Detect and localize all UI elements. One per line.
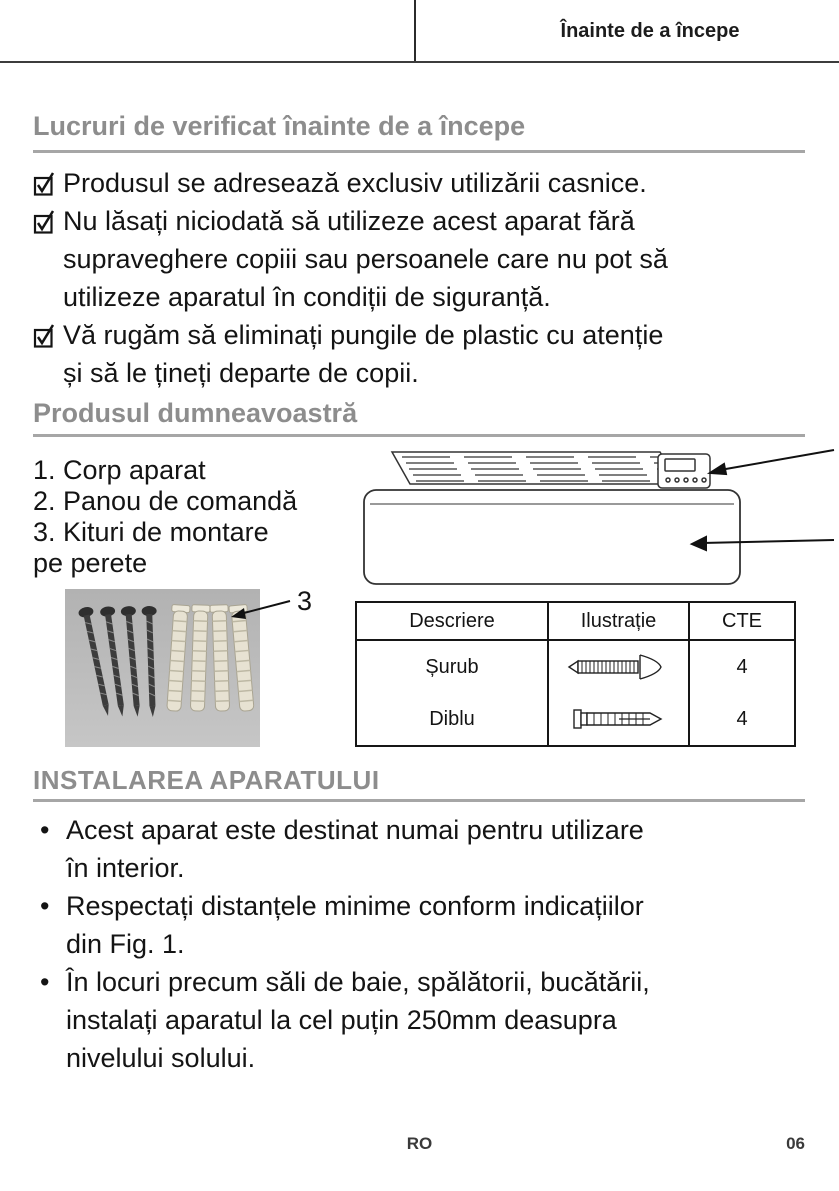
section-title-checklist: Lucruri de verificat înainte de a începe [33,111,526,141]
check-item-text [63,164,647,202]
checkbox-checked-icon [33,164,63,197]
bullet-icon: • [40,967,50,997]
table-col-description [357,641,547,745]
table-cell-qty: 4 [736,655,748,678]
check-item-text [63,316,663,392]
section-rule [33,434,805,437]
text-line: supraveghere copiii sau persoanele care nu pot să [63,244,668,274]
bullet-item [40,887,800,963]
installation-bullets [40,811,800,1077]
text-line: utilizeze aparatul în condiții de siguranță. [63,282,551,312]
part-item: 2. Panou de comandă [33,486,298,516]
table-col-illustration [547,641,688,745]
bullet-item [40,811,800,887]
checkbox-checked-icon [33,202,63,235]
footer-language: RO [406,1134,433,1153]
part-item: pe perete [33,548,148,578]
checkbox-checked-icon [33,316,63,349]
text-line: în interior. [66,853,185,883]
checklist [33,164,809,392]
table-header-row [357,603,794,641]
section-rule [33,799,805,802]
bullet-text [66,963,650,1077]
mounting-kit-table [355,601,796,747]
text-line: din Fig. 1. [66,929,185,959]
check-item [33,316,809,392]
control-panel-icon [658,454,710,488]
header-divider [414,0,416,62]
bullet-icon: • [40,891,50,921]
table-header-qty: CTE [688,603,794,639]
text-line: În locuri precum săli de baie, spălătorii, bucătării, [66,967,650,997]
kit-callout-arrow [228,595,294,623]
text-line: Vă rugăm să eliminați pungile de plastic cu atenție [63,320,664,350]
text-line: nivelului solului. [66,1043,256,1073]
text-line: Produsul se adresează exclusiv utilizării casnice. [63,168,647,198]
section-title-product: Produsul dumneavoastră [33,398,358,428]
part-item: 3. Kituri de montare [33,517,269,547]
text-line: Nu lăsați niciodată să utilizeze acest aparat fără [63,206,635,236]
table-cell-description: Șurub [425,655,479,678]
bullet-item [40,963,800,1077]
text-line: și să le țineți departe de copii. [63,358,419,388]
bullet-text [66,887,644,963]
table-cell-description: Diblu [429,707,475,730]
text-line: Respectați distanțele minime conform indicațiilor [66,891,644,921]
check-item [33,202,809,316]
footer-page-number: 06 [786,1134,805,1153]
header-rule [0,61,839,63]
wall-plug-icon [564,704,674,734]
text-line: instalați aparatul la cel puțin 250mm deasupra [66,1005,617,1035]
table-body [357,641,794,745]
parts-list [33,455,297,579]
table-header-illustration: Ilustrație [547,603,688,639]
bullet-icon: • [40,815,50,845]
header-title: Înainte de a începe [560,20,740,42]
check-item [33,164,809,202]
heater-diagram [358,448,837,590]
text-line: Acest aparat este destinat numai pentru utilizare [66,815,644,845]
table-cell-qty: 4 [736,707,748,730]
screw-icon [564,652,674,682]
section-rule [33,150,805,153]
part-item: 1. Corp aparat [33,455,206,485]
section-title-installation: INSTALAREA APARATULUI [33,765,380,795]
check-item-text [63,202,668,316]
kit-callout-label: 3 [297,586,313,616]
table-col-qty [688,641,794,745]
bullet-text [66,811,644,887]
table-header-description: Descriere [409,609,495,632]
